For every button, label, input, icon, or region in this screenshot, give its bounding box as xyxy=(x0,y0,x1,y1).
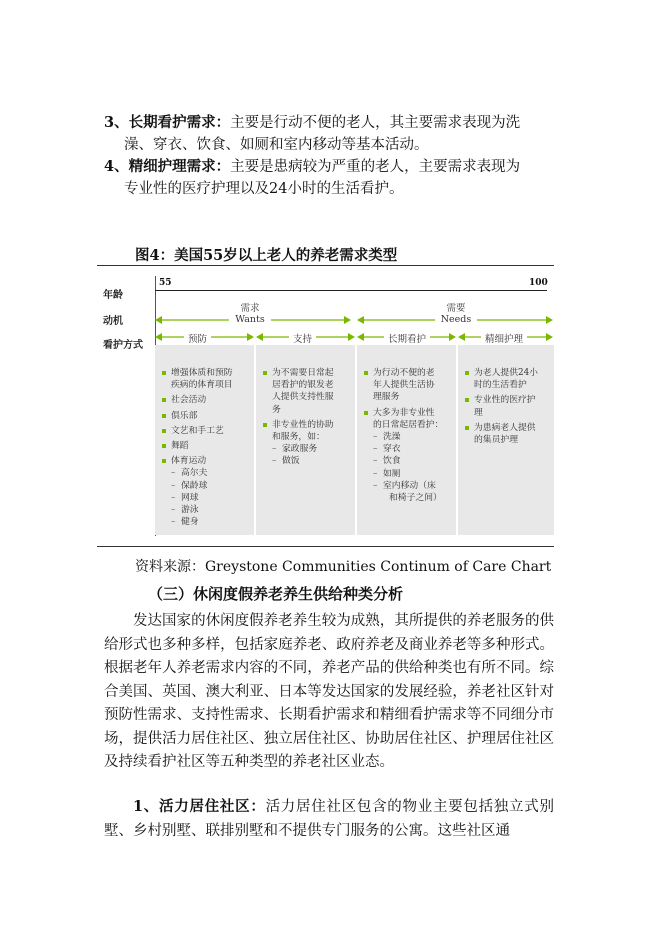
paragraph-active-community xyxy=(104,795,554,843)
panel-list xyxy=(256,345,355,468)
age-end-label: 100 xyxy=(529,278,548,288)
list-number: 4、 xyxy=(104,158,129,175)
list-number: 3、 xyxy=(104,114,129,131)
panel-item: 为老人提供24小 xyxy=(464,367,550,379)
panel-item: 的日常起居看护： xyxy=(373,419,444,430)
list-term: 精细护理需求： xyxy=(128,158,231,175)
panel-item: – 家政服务 xyxy=(262,443,351,455)
panel-list xyxy=(458,345,554,446)
age-start-label: 55 xyxy=(159,278,172,288)
wants-cn: 需求 xyxy=(240,303,260,314)
list-term: 长期看护需求： xyxy=(128,114,231,131)
panel-item: 和椅子之间） xyxy=(389,493,442,504)
motivation-wants xyxy=(229,303,271,325)
paragraph-term: 1、活力居住社区： xyxy=(133,798,266,815)
list-text-continued: 专业性的医疗护理以及24小时的生活看护。 xyxy=(124,181,404,197)
panel-item: 和服务，如： xyxy=(272,432,325,443)
panel-item: 大多为非专业性 xyxy=(363,407,452,419)
figure-top-rule xyxy=(97,265,554,266)
list-item-4 xyxy=(104,156,554,200)
paragraph-intro xyxy=(104,610,554,775)
panel-prevention xyxy=(155,345,254,535)
panel-item: 专业性的医疗护 xyxy=(464,394,550,406)
panel-item: – 室内移动（床 xyxy=(363,480,452,492)
care-type-intensive: 精细护理 xyxy=(481,331,527,345)
panel-item: – 健身 xyxy=(161,516,250,528)
figure-bottom-rule xyxy=(97,546,554,547)
list-item-3 xyxy=(104,112,554,156)
panel-item: – 高尔夫 xyxy=(161,467,250,479)
section-title: （三）休闲度假养老养生供给种类分析 xyxy=(148,585,404,603)
motivation-needs xyxy=(435,303,477,325)
panel-list xyxy=(155,345,254,528)
row-label-age: 年龄 xyxy=(103,290,123,301)
panel-item: 时的生活看护 xyxy=(474,380,527,391)
panel-item: 俱乐部 xyxy=(161,410,250,422)
needs-en: Needs xyxy=(440,314,472,325)
panel-item: 为不需要日常起 xyxy=(262,367,351,379)
panel-item: – 如厕 xyxy=(363,468,452,480)
care-needs-diagram xyxy=(97,270,554,545)
panel-support xyxy=(256,345,355,535)
panel-long-term xyxy=(357,345,456,535)
row-label-motivation: 动机 xyxy=(103,316,123,327)
care-type-support: 支持 xyxy=(289,331,316,345)
paragraph-text: 发达国家的休闲度假养老养生较为成熟，其所提供的养老服务的供给形式也多种多样，包括家庭养老、政府养老及商业养老等多种形式。根据老年人养老需求内容的不同，养老产品的供给种类也有所不同。综合美国、英国、澳大利亚、日本等发达国家的发展经验，养老社区针对预防性需求、支持性需求、长期看护需求和精细看护需求等不同细分市场，提供活力居住社区、独立居住社区、协助居住社区、护理居住社区及持续看护社区等五种类型的养老社区业态。 xyxy=(104,613,554,770)
figure-title: 图4：美国55岁以上老人的养老需求类型 xyxy=(135,247,398,264)
panel-item: – 网球 xyxy=(161,492,250,504)
panel-item: – 穿衣 xyxy=(363,443,452,455)
paragraph-text: 活力居住社区包含的物业主要包括独立式别墅、乡村别墅、联排别墅和不提供专门服务的公寓。这些社区通 xyxy=(104,799,554,839)
panel-item: – 洗澡 xyxy=(363,431,452,443)
panel-item: 理 xyxy=(474,407,483,418)
row-label-care-mode: 看护方式 xyxy=(103,340,143,351)
wants-en: Wants xyxy=(235,314,265,325)
care-type-long-term: 长期看护 xyxy=(384,331,430,345)
care-type-prevention: 预防 xyxy=(184,331,211,345)
panel-item: 理服务 xyxy=(373,392,400,403)
panel-item: 疾病的体育项目 xyxy=(171,380,233,391)
panel-item: – 保龄球 xyxy=(161,480,250,492)
panel-item: – 游泳 xyxy=(161,504,250,516)
panel-item: 为患病老人提供 xyxy=(464,422,550,434)
panel-intensive xyxy=(458,345,554,535)
list-text: 主要是患病较为严重的老人，主要需求表现为 xyxy=(230,159,521,175)
panel-item: 体育运动 xyxy=(161,455,250,467)
panel-item: 舞蹈 xyxy=(161,440,250,452)
panel-item: 居看护的银发老 xyxy=(272,380,334,391)
panel-item: 务 xyxy=(272,404,281,415)
panel-item: 年人提供生活协 xyxy=(373,380,435,391)
panel-item: 非专业性的协助 xyxy=(262,419,351,431)
panel-item: 增强体质和预防 xyxy=(161,367,250,379)
list-text-continued: 澡、穿衣、饮食、如厕和室内移动等基本活动。 xyxy=(124,137,429,153)
panel-list xyxy=(357,345,456,504)
panel-item: 社会活动 xyxy=(161,394,250,406)
needs-cn: 需要 xyxy=(446,303,466,314)
panel-item: – 做饭 xyxy=(262,455,351,467)
panel-item: 人提供支持性服 xyxy=(272,392,334,403)
panel-item: – 饮食 xyxy=(363,455,452,467)
figure-source: 资料来源：Greystone Communities Continum of Care Chart xyxy=(135,559,552,575)
panel-item: 文艺和手工艺 xyxy=(161,425,250,437)
age-axis-line xyxy=(155,290,547,291)
panel-item: 为行动不便的老 xyxy=(363,367,452,379)
panel-item: 的集员护理 xyxy=(474,435,518,446)
list-text: 主要是行动不便的老人，其主要需求表现为洗 xyxy=(230,115,521,131)
